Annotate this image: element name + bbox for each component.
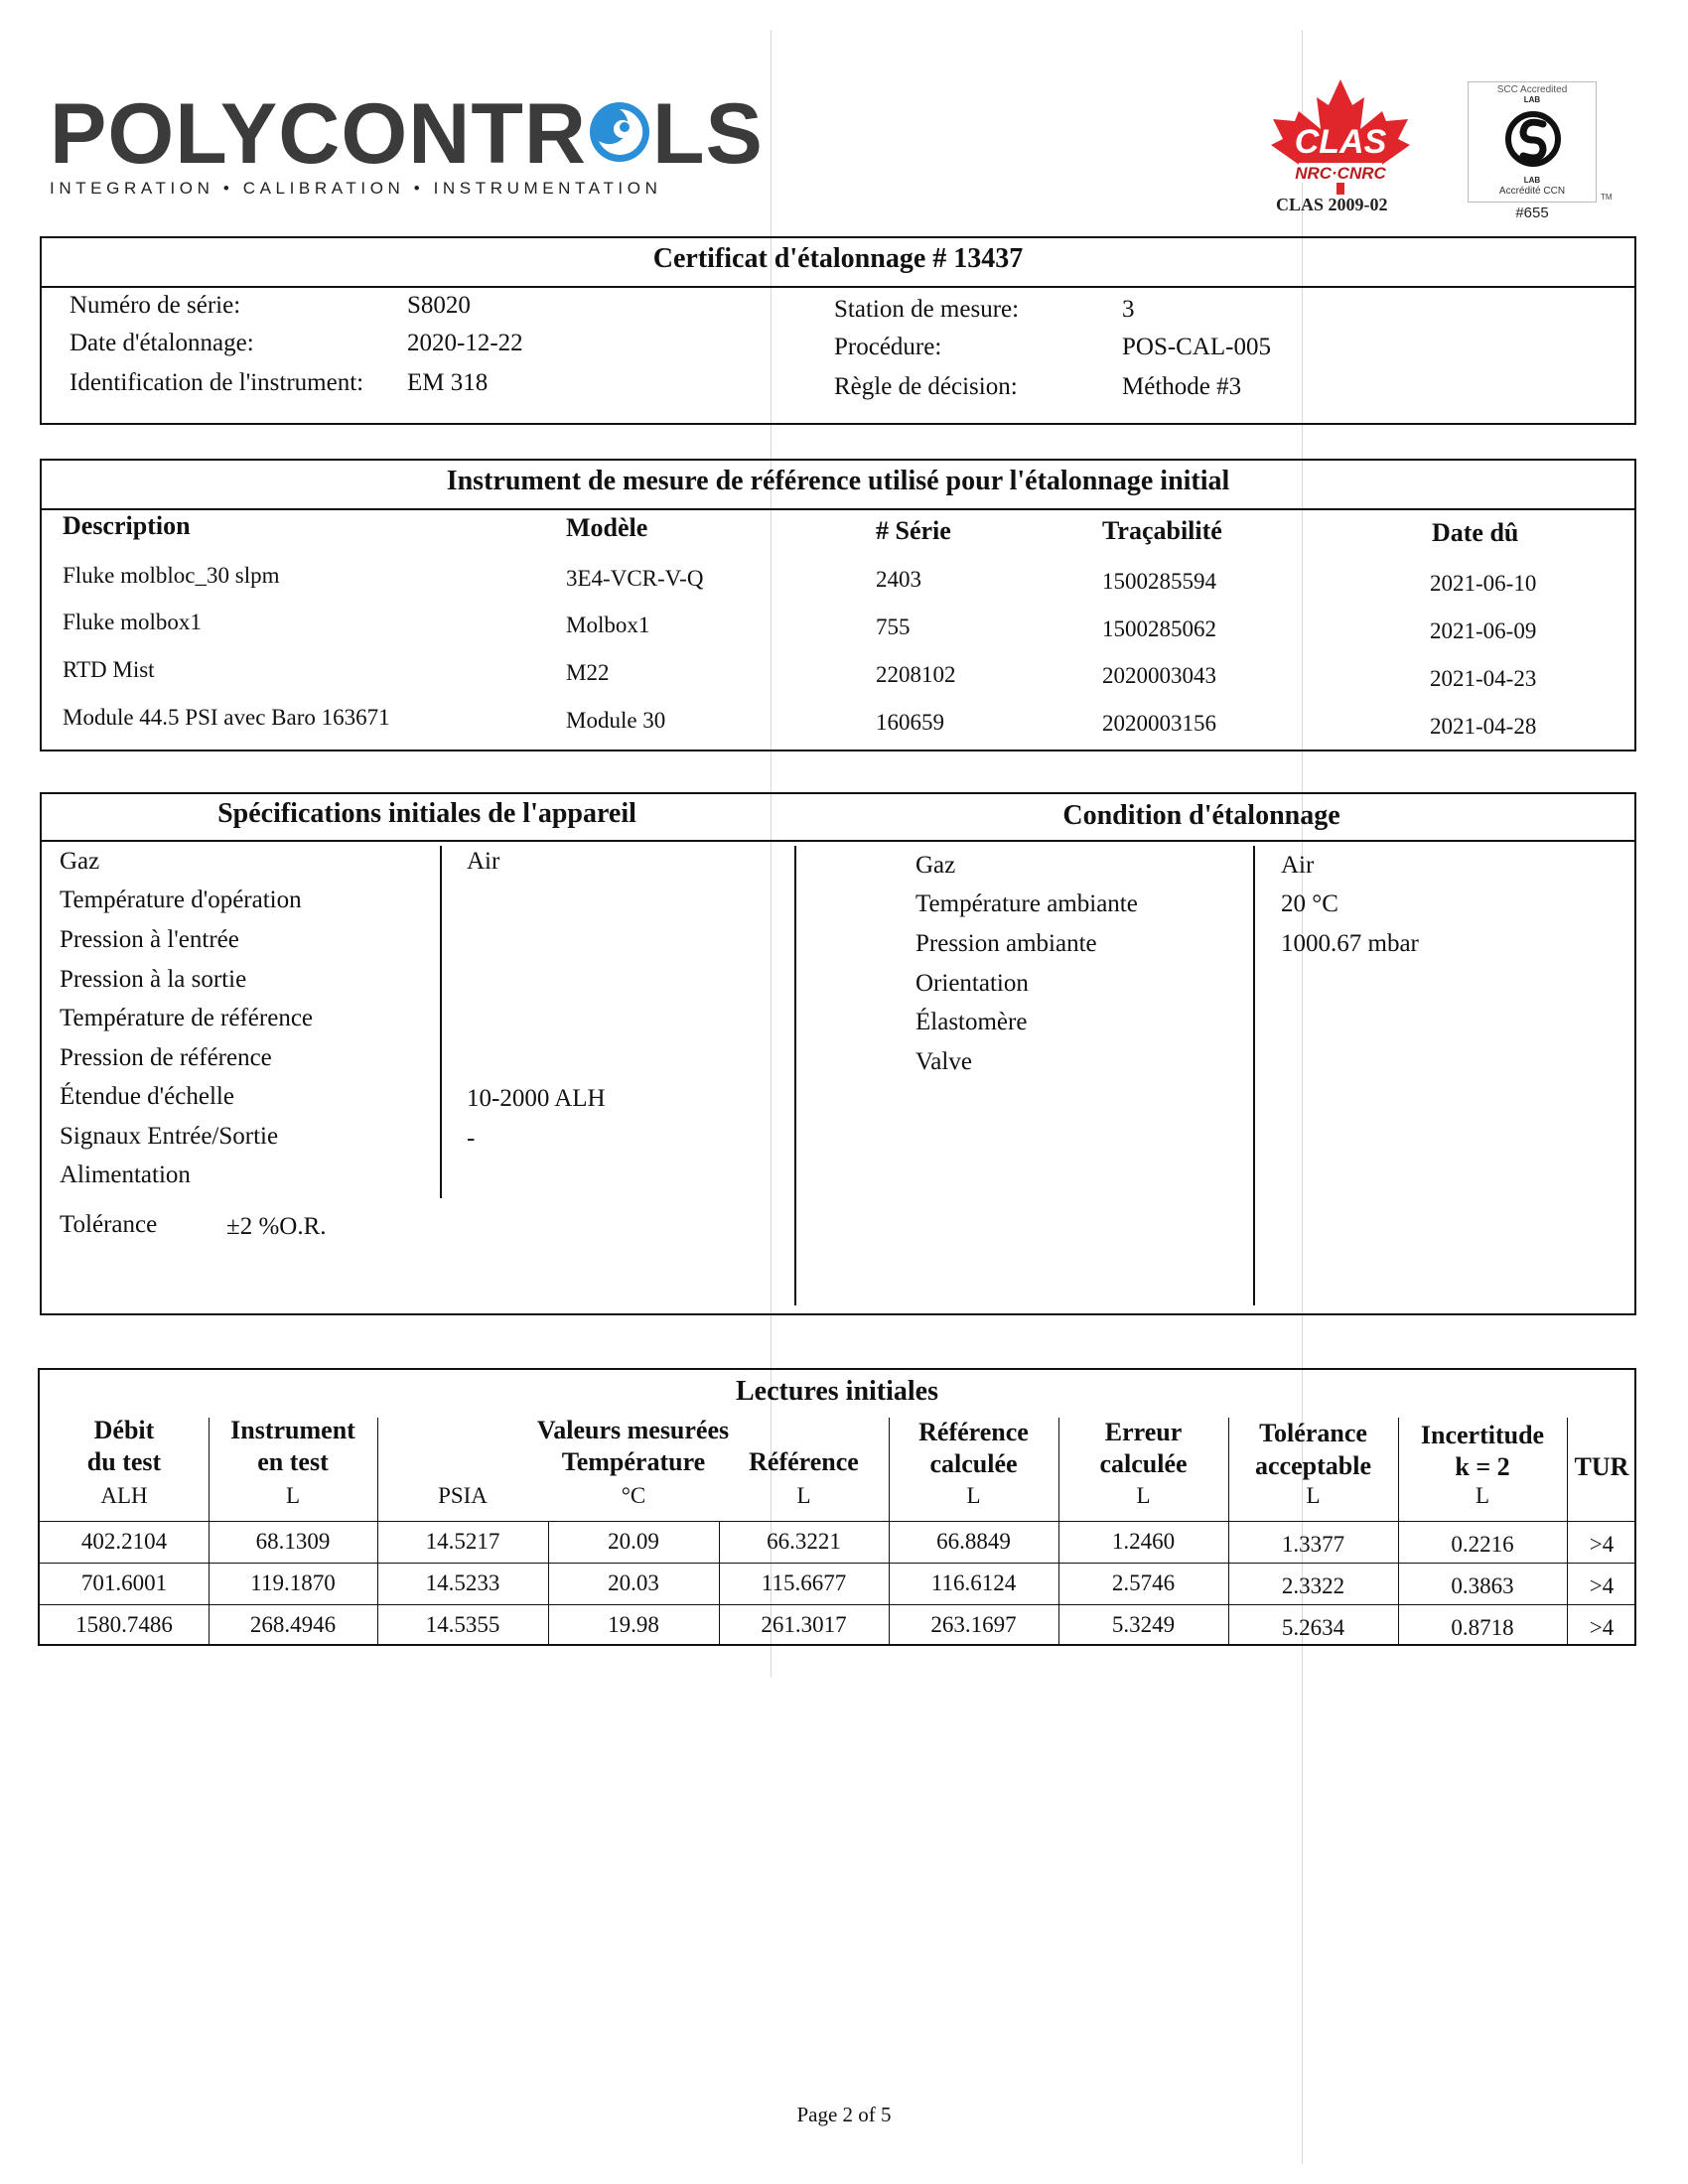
spec-label-reference-pressure: Pression de référence <box>60 1044 272 1071</box>
procedure-value: POS-CAL-005 <box>1122 334 1272 360</box>
readings-header-instrument-line1: Instrument <box>230 1416 355 1444</box>
reference-row-1-traceability: 1500285594 <box>1102 569 1216 594</box>
spec-label-outlet-pressure: Pression à la sortie <box>60 966 247 993</box>
readings-cell-pressure: 14.5233 <box>425 1570 500 1595</box>
readings-header-uncertainty-line2: k = 2 <box>1455 1452 1510 1481</box>
specs-value-divider <box>440 846 442 1198</box>
readings-cell-tolerance: 2.3322 <box>1281 1573 1345 1598</box>
readings-cell-pressure: 14.5217 <box>425 1529 500 1554</box>
readings-cell-instrument: 68.1309 <box>255 1529 331 1554</box>
readings-row-divider <box>38 1563 1636 1564</box>
clas-caption: CLAS 2009-02 <box>1276 195 1388 214</box>
readings-header-measured-values: Valeurs mesurées <box>536 1416 730 1444</box>
readings-cell-error: 1.2460 <box>1111 1529 1176 1554</box>
spec-label-operating-temperature: Température d'opération <box>60 887 302 913</box>
specs-conditions-divider <box>794 846 796 1305</box>
reference-row-3-traceability: 2020003043 <box>1102 663 1216 688</box>
spec-label-gas: Gaz <box>60 848 100 875</box>
reference-row-1-due-date: 2021-06-10 <box>1430 571 1537 596</box>
reference-header-model: Modèle <box>566 513 648 542</box>
reference-row-1-model: 3E4-VCR-V-Q <box>566 566 704 591</box>
readings-header-flow-line2: du test <box>86 1447 162 1476</box>
readings-cell-uncertainty: 0.2216 <box>1451 1532 1514 1557</box>
reference-header-traceability: Traçabilité <box>1102 516 1222 545</box>
reference-row-4-serial: 160659 <box>876 710 944 735</box>
tolerance-value: ±2 %O.R. <box>226 1213 327 1240</box>
readings-cell-reference: 66.3221 <box>767 1529 841 1554</box>
readings-cell-uncertainty: 0.8718 <box>1451 1615 1514 1640</box>
scc-number: #655 <box>1515 205 1549 221</box>
readings-cell-tur: >4 <box>1589 1615 1615 1640</box>
conditions-title: Condition d'étalonnage <box>1062 800 1340 831</box>
spec-value-gas: Air <box>467 848 500 875</box>
scc-lab-text: LAB <box>1523 95 1541 104</box>
spec-label-scale-range: Étendue d'échelle <box>60 1083 234 1110</box>
spec-label-io-signals: Signaux Entrée/Sortie <box>60 1123 279 1150</box>
readings-cell-temperature: 20.03 <box>608 1570 659 1595</box>
logo-text-part1: POLYCONTR <box>50 86 587 182</box>
readings-cell-ref-calc: 263.1697 <box>930 1612 1017 1637</box>
scc-lab-text-2: LAB <box>1523 176 1541 185</box>
readings-cell-uncertainty: 0.3863 <box>1451 1573 1514 1598</box>
reference-row-4-description: Module 44.5 PSI avec Baro 163671 <box>63 705 390 730</box>
readings-cell-error: 5.3249 <box>1111 1612 1176 1637</box>
clas-logo-text: CLAS <box>1294 123 1387 161</box>
reference-row-2-model: Molbox1 <box>566 613 650 637</box>
serial-number-value: S8020 <box>407 292 471 319</box>
readings-cell-tolerance: 5.2634 <box>1281 1615 1345 1640</box>
condition-label-ambient-temperature: Température ambiante <box>915 890 1138 917</box>
reference-row-2-serial: 755 <box>876 614 911 639</box>
readings-header-flow-line1: Débit <box>93 1416 155 1444</box>
reference-row-4-due-date: 2021-04-28 <box>1430 714 1537 739</box>
scc-s-mark-icon <box>1505 106 1561 172</box>
readings-cell-flow: 701.6001 <box>80 1570 168 1595</box>
readings-header-tur: TUR <box>1574 1452 1629 1481</box>
readings-unit-temperature: °C <box>621 1483 646 1508</box>
condition-value-ambient-temperature: 20 °C <box>1281 890 1338 917</box>
readings-cell-temperature: 20.09 <box>608 1529 659 1554</box>
calibration-date-value: 2020-12-22 <box>407 330 523 356</box>
readings-header-ref-calc-line1: Référence <box>918 1418 1029 1446</box>
logo-tagline: INTEGRATION • CALIBRATION • INSTRUMENTATION <box>50 179 662 198</box>
specs-title-divider <box>40 840 1636 842</box>
readings-cell-tur: >4 <box>1589 1532 1615 1557</box>
decision-rule-label: Règle de décision: <box>834 373 1018 400</box>
reference-title-divider <box>40 508 1636 510</box>
procedure-label: Procédure: <box>834 334 942 360</box>
readings-header-reference: Référence <box>749 1447 859 1476</box>
spec-value-io-signals: - <box>467 1125 476 1152</box>
readings-title: Lectures initiales <box>735 1376 938 1407</box>
logo-text-part2: LS <box>652 86 764 182</box>
reference-row-4-traceability: 2020003156 <box>1102 711 1216 736</box>
readings-header-temperature: Température <box>561 1447 706 1476</box>
reference-row-4-model: Module 30 <box>566 708 666 733</box>
readings-cell-pressure: 14.5355 <box>425 1612 500 1637</box>
clas-sub-text: NRC·CNRC <box>1295 164 1386 183</box>
scc-top-text: SCC Accredited <box>1496 84 1568 95</box>
condition-label-valve: Valve <box>915 1048 972 1075</box>
readings-cell-tolerance: 1.3377 <box>1281 1532 1345 1557</box>
reference-title: Instrument de mesure de référence utilisé pour l'étalonnage initial <box>446 466 1230 496</box>
readings-header-divider <box>38 1521 1636 1522</box>
maple-leaf-icon <box>1261 77 1420 197</box>
reference-row-2-traceability: 1500285062 <box>1102 616 1216 641</box>
readings-cell-tur: >4 <box>1589 1573 1615 1598</box>
station-value: 3 <box>1122 296 1135 323</box>
readings-unit-instrument: L <box>285 1483 301 1508</box>
reference-header-description: Description <box>63 511 191 540</box>
reference-row-3-due-date: 2021-04-23 <box>1430 666 1537 691</box>
readings-unit-reference: L <box>796 1483 811 1508</box>
readings-header-ref-calc-line2: calculée <box>929 1449 1018 1478</box>
station-label: Station de mesure: <box>834 296 1020 323</box>
condition-label-elastomer: Élastomère <box>915 1009 1028 1035</box>
readings-cell-reference: 115.6677 <box>761 1570 847 1595</box>
decision-rule-value: Méthode #3 <box>1122 373 1242 400</box>
page-number: Page 2 of 5 <box>796 2103 892 2126</box>
reference-row-2-description: Fluke molbox1 <box>63 610 202 634</box>
readings-header-error-line1: Erreur <box>1104 1418 1183 1446</box>
instrument-id-value: EM 318 <box>407 369 489 396</box>
readings-unit-pressure: PSIA <box>438 1483 488 1508</box>
readings-cell-instrument: 119.1870 <box>250 1570 336 1595</box>
reference-row-2-due-date: 2021-06-09 <box>1430 618 1537 643</box>
condition-label-orientation: Orientation <box>915 970 1029 997</box>
condition-value-gas: Air <box>1281 852 1315 879</box>
reference-row-3-serial: 2208102 <box>876 662 956 687</box>
calibration-date-label: Date d'étalonnage: <box>70 330 254 356</box>
readings-header-instrument-line2: en test <box>257 1447 329 1476</box>
scc-accredite-text: Accrédité CCN <box>1498 186 1566 197</box>
spec-label-reference-temperature: Température de référence <box>60 1005 314 1031</box>
reference-row-1-serial: 2403 <box>876 567 921 592</box>
readings-cell-error: 2.5746 <box>1111 1570 1176 1595</box>
conditions-value-divider <box>1253 846 1255 1305</box>
instrument-id-label: Identification de l'instrument: <box>70 369 364 396</box>
serial-number-label: Numéro de série: <box>70 292 241 319</box>
reference-row-3-description: RTD Mist <box>63 657 155 682</box>
reference-row-1-description: Fluke molbloc_30 slpm <box>63 563 280 588</box>
tolerance-label: Tolérance <box>60 1211 158 1238</box>
readings-unit-tolerance: L <box>1306 1483 1321 1508</box>
readings-unit-error: L <box>1136 1483 1151 1508</box>
readings-unit-flow: ALH <box>100 1483 148 1508</box>
certificate-title-divider <box>40 286 1636 288</box>
specs-title: Spécifications initiales de l'appareil <box>217 798 636 829</box>
condition-value-ambient-pressure: 1000.67 mbar <box>1281 930 1419 957</box>
logo-o-swirl-icon <box>587 99 652 165</box>
readings-row-divider <box>38 1604 1636 1605</box>
readings-cell-temperature: 19.98 <box>608 1612 659 1637</box>
readings-cell-flow: 402.2104 <box>80 1529 168 1554</box>
readings-cell-ref-calc: 66.8849 <box>936 1529 1011 1554</box>
reference-header-serial: # Série <box>876 516 951 545</box>
readings-cell-instrument: 268.4946 <box>249 1612 337 1637</box>
condition-label-gas: Gaz <box>915 852 956 879</box>
readings-header-tolerance-line1: Tolérance <box>1259 1419 1367 1447</box>
readings-header-tolerance-line2: acceptable <box>1255 1451 1371 1480</box>
company-logo <box>50 86 764 182</box>
readings-cell-reference: 261.3017 <box>761 1612 847 1637</box>
readings-cell-flow: 1580.7486 <box>75 1612 173 1637</box>
readings-unit-uncertainty: L <box>1475 1483 1490 1508</box>
certificate-title: Certificat d'étalonnage # 13437 <box>652 243 1024 274</box>
spec-value-scale-range: 10-2000 ALH <box>467 1085 606 1112</box>
spec-label-inlet-pressure: Pression à l'entrée <box>60 926 239 953</box>
readings-header-error-line2: calculée <box>1099 1449 1188 1478</box>
readings-cell-ref-calc: 116.6124 <box>930 1570 1017 1595</box>
spec-label-power-supply: Alimentation <box>60 1161 191 1188</box>
reference-header-due-date: Date dû <box>1432 518 1519 547</box>
readings-unit-ref-calc: L <box>966 1483 981 1508</box>
scc-accreditation-logo <box>1468 81 1597 203</box>
readings-header-uncertainty-line1: Incertitude <box>1420 1421 1545 1449</box>
reference-row-3-model: M22 <box>566 660 610 685</box>
scc-trademark: TM <box>1601 193 1613 202</box>
condition-label-ambient-pressure: Pression ambiante <box>915 930 1097 957</box>
